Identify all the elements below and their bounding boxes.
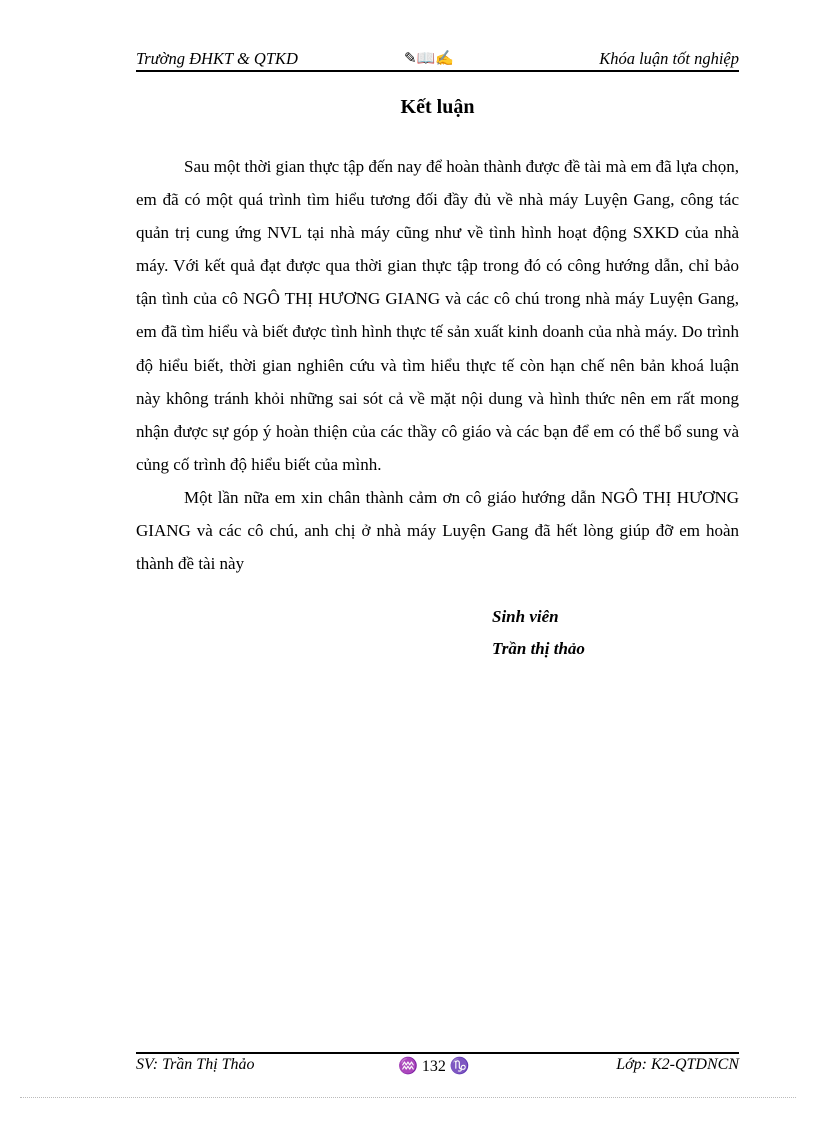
paragraph: Một lần nữa em xin chân thành cảm ơn cô giáo hướng dẫn NGÔ THỊ HƯƠNG GIANG và các cô chú, anh chị ở nhà máy Luyện Gang đã hết lòng giúp đỡ em hoàn thành đề tài này xyxy=(136,487,739,574)
signature-role: Sinh viên xyxy=(492,607,559,626)
page-header xyxy=(136,48,739,72)
bottom-dotted-divider xyxy=(20,1097,796,1098)
page-title: Kết luận xyxy=(400,96,475,118)
footer-student: SV: Trần Thị Thảo xyxy=(136,1056,255,1073)
page-footer xyxy=(136,1052,739,1076)
conclusion-body xyxy=(136,150,739,580)
footer-class: Lớp: K2-QTDNCN xyxy=(616,1056,739,1073)
header-ornament: ✎📖✍ xyxy=(404,51,454,67)
paragraph: Sau một thời gian thực tập đến nay để hoàn thành được đề tài mà em đã lựa chọn, em đã có một quá trình tìm hiểu tương đối đầy đủ về nhà máy Luyện Gang, công tác quản trị cung ứng NVL tại nhà máy cũng như về tình hình hoạt động SXKD của nhà máy. Với kết quả đạt được qua thời gian thực tập trong đó có công hướng dẫn, chỉ bảo tận tình của cô NGÔ THỊ HƯƠNG GIANG và các cô chú trong nhà máy Luyện Gang, em đã tìm hiểu và biết được tình hình thực tế sản xuất kinh doanh của nhà máy. Do trình độ hiểu biết, thời gian nghiên cứu và tìm hiểu thực tế còn hạn chế nên bản khoá luận này không tránh khỏi những sai sót cả về mặt nội dung và hình thức nên em rất mong nhận được sự góp ý hoàn thiện của các thầy cô giáo và các bạn để em có thể bổ sung và củng cố trình độ hiểu biết của mình. xyxy=(136,157,739,474)
header-school: Trường ĐHKT & QTKD xyxy=(136,49,298,68)
signature-name: Trần thị thảo xyxy=(492,639,585,658)
footer-page-number: ♒ 132 ♑ xyxy=(398,1058,470,1075)
header-thesis-label: Khóa luận tốt nghiệp xyxy=(599,49,739,68)
